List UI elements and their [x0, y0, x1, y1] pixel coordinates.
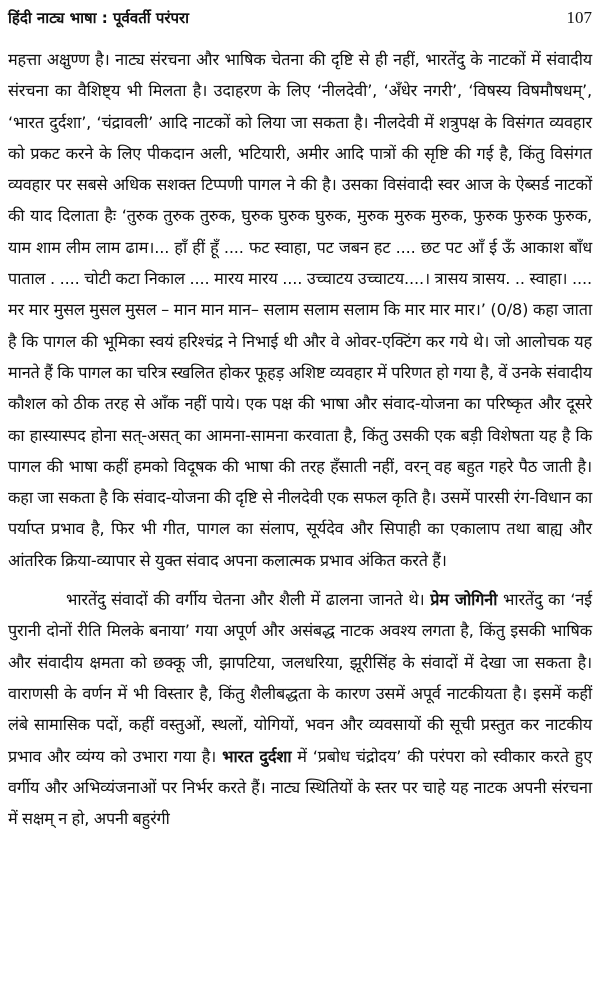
paragraph-2-text-c: में ‘प्रबोध चंद्रोदय’ की परंपरा को स्वीकार करते हुए वर्गीय और अभिव्यंजनाओं पर निर्भर करते हैं। नाट्य स्थितियों के स्तर पर चाहे यह नाटक अपनी संरचना में सक्षम् न हो, अपनी बहुरंगी	[8, 746, 593, 829]
body-text	[8, 44, 592, 834]
paragraph-2-text-b: भारतेंदु का ‘नई पुरानी दोनों रीति मिलके बनाया’ गया अपूर्ण और असंबद्ध नाटक अवश्य लगता है, किंतु इसकी भाषिक और संवादीय क्षमता को छक्कू जी, झापटिया, जलधरिया, झूरीसिंह के संवादों में देखा जा सकता है। वाराणसी के वर्णन में भी विस्तार है, किंतु शैलीबद्धता के कारण उसमें अपूर्व नाटकीयता है। इसमें कहीं लंबे सामासिक पदों, कहीं वस्तुओं, स्थलों, योगियों, भवन और व्यवसायों की सूची प्रस्तुत कर नाटकीय प्रभाव और व्यंग्य को उभारा गया है।	[8, 590, 592, 766]
play-title-prem-jogini: प्रेम जोगिनी	[430, 590, 498, 610]
paragraph-1	[8, 44, 592, 576]
running-title: हिंदी नाट्य भाषा : पूर्ववर्ती परंपरा	[8, 9, 190, 27]
paragraph-2	[8, 584, 592, 834]
running-header	[8, 0, 592, 34]
paragraph-2-text-a: भारतेंदु संवादों की वर्गीय चेतना और शैली में ढालना जानते थे।	[66, 590, 431, 610]
page-number: 107	[566, 8, 592, 27]
play-title-bharat-durdasha: भारत दुर्दशा	[222, 746, 292, 766]
book-page	[8, 0, 592, 834]
paragraph-1-text: महत्ता अक्षुण्ण है। नाट्य संरचना और भाषिक चेतना की दृष्टि से ही नहीं, भारतेंदु के नाटकों में संवादीय संरचना का वैशिष्ट्य भी मिलता है। उदाहरण के लिए ‘नीलदेवी’, ‘अँधेर नगरी’, ‘विषस्य विषमौषधम्’, ‘भारत दुर्दशा’, ‘चंद्रावली’ आदि नाटकों को लिया जा सकता है। नीलदेवी में शत्रुपक्ष के विसंगत व्यवहार को प्रकट करने के लिए पीकदान अली, भटियारी, अमीर आदि पात्रों की सृष्टि की गई है, किंतु विसंगत व्यवहार पर सबसे अधिक सशक्त टिप्पणी पागल ने की है। उसका विसंवादी स्वर आज के ऐब्सर्ड नाटकों की याद दिलाता हैः ‘तुरुक तुरुक तुरुक, घुरुक घुरुक घुरुक, मुरुक मुरुक मुरुक, फुरुक फुरुक फुरुक, याम शाम लीम लाम ढाम।... हाँ हीं हूँ .... फट स्वाहा, पट जबन हट .... छट पट आँ ई ऊँ आकाश बाँध पाताल . .... चोटी कटा निकाल .... मारय मारय .... उच्चाटय उच्चाटय....। त्रासय त्रासय. .. स्वाहा। .... मर मार मुसल मुसल मुसल – मान मान मान– सलाम सलाम सलाम कि मार मार मार।’ (0/8) कहा जाता है कि पागल की भूमिका स्वयं हरिश्चंद्र ने निभाई थी और वे ओवर-एक्टिंग कर गये थे। जो आलोचक यह मानते हैं कि पागल का चरित्र स्खलित होकर फूहड़ अशिष्ट व्यवहार में परिणत हो गया है, वें उनके संवादीय कौशल को ठीक तरह से आँक नहीं पाये। एक पक्ष की भाषा और संवाद-योजना का परिष्कृत और दूसरे का हास्यास्पद होना सत्-असत् का आमना-सामना करवाता है, किंतु उसकी एक बड़ी विशेषता यह है कि पागल की भाषा कहीं हमको विदूषक की भाषा की तरह हँसाती नहीं, वरन् वह बहुत गहरे पैठ जाती है। कहा जा सकता है कि संवाद-योजना की दृष्टि से नीलदेवी एक सफल कृति है। उसमें पारसी रंग-विधान का पर्याप्त प्रभाव है, फिर भी गीत, पागल का संलाप, सूर्यदेव और सिपाही का एकालाप तथा बाह्य और आंतरिक क्रिया-व्यापार से युक्त संवाद अपना कलात्मक प्रभाव अंकित करते हैं।	[8, 50, 592, 570]
